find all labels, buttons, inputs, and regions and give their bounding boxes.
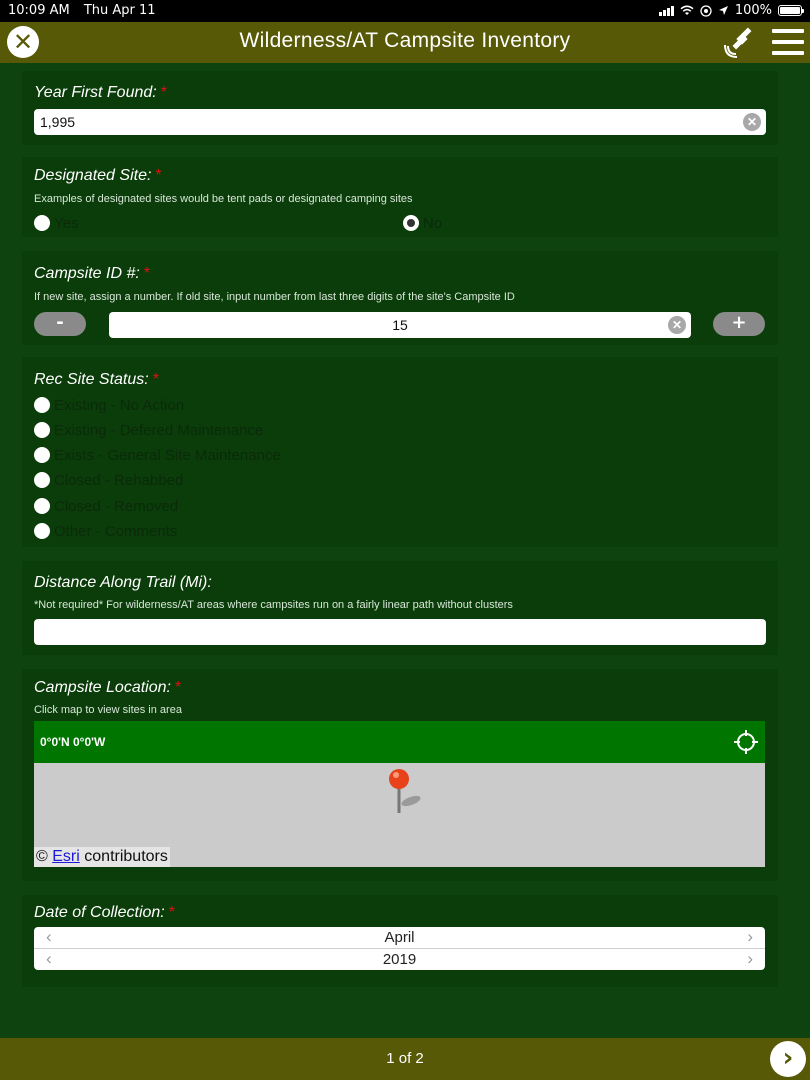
radio-option-existing-defered-maintenance[interactable]: [34, 421, 263, 439]
radio-label: Closed - Removed: [54, 497, 179, 515]
chevron-left-icon[interactable]: ‹: [46, 927, 52, 946]
esri-link[interactable]: Esri: [52, 848, 80, 865]
question-label: Distance Along Trail (Mi):: [34, 574, 212, 591]
question-label: [34, 265, 150, 283]
required-marker: *: [143, 265, 151, 282]
chevron-right-icon[interactable]: ›: [747, 927, 753, 946]
cellular-signal-icon: [659, 6, 674, 16]
map-pin-icon[interactable]: [387, 767, 423, 817]
month-value: April: [384, 929, 415, 946]
radio-label: No: [423, 214, 443, 232]
radio-button-selected-icon: [403, 215, 419, 231]
question-hint: Click map to view sites in area: [34, 704, 182, 716]
question-label-text: Date of Collection:: [34, 904, 165, 921]
battery-icon: [778, 5, 802, 16]
satellite-icon[interactable]: [724, 26, 758, 58]
required-marker: *: [168, 904, 175, 921]
radio-option-closed-rehabbed[interactable]: [34, 471, 183, 489]
radio-label: Existing - No Action: [54, 396, 185, 414]
radio-label: Other - Comments: [54, 522, 178, 540]
chevron-left-icon[interactable]: ‹: [46, 949, 52, 968]
coordinates-readout: 0°0'N 0°0'W: [40, 735, 106, 749]
required-marker: *: [155, 167, 162, 184]
question-label-text: Campsite Location:: [34, 679, 171, 696]
radio-button-icon: [34, 422, 50, 438]
question-hint: *Not required* For wilderness/AT areas where campsites run on a fairly linear path without clusters: [34, 599, 513, 611]
clear-icon[interactable]: ✕: [668, 316, 686, 334]
month-picker-row[interactable]: [34, 927, 765, 948]
app-header: [0, 22, 810, 63]
radio-button-icon: [34, 498, 50, 514]
radio-option-existing-no-action[interactable]: [34, 396, 184, 414]
radio-label: Closed - Rehabbed: [54, 471, 184, 489]
question-campsite-location: [22, 669, 778, 881]
campsite-id-input[interactable]: [109, 312, 691, 338]
page-indicator: 1 of 2: [386, 1050, 424, 1067]
question-designated-site: [22, 157, 778, 237]
form-footer: [0, 1038, 810, 1080]
survey-form: [0, 63, 810, 1038]
close-x-icon: ✕: [12, 28, 34, 56]
map-attribution: [34, 847, 170, 867]
question-hint: Examples of designated sites would be tent pads or designated camping sites: [34, 193, 413, 205]
question-label: [34, 167, 162, 185]
question-label-text: Designated Site:: [34, 167, 152, 184]
wifi-icon: [680, 5, 694, 16]
radio-option-yes[interactable]: [34, 214, 78, 232]
radio-label: Yes: [54, 214, 79, 232]
question-label: [34, 84, 167, 102]
radio-button-icon: [34, 215, 50, 231]
chevron-right-icon: ›: [782, 1043, 794, 1073]
attribution-prefix: ©: [36, 848, 48, 865]
map-canvas[interactable]: [34, 763, 765, 867]
question-campsite-id: [22, 251, 778, 345]
required-marker: *: [152, 371, 159, 388]
radio-option-exists-general-site-maintenance[interactable]: [34, 446, 281, 464]
clear-icon[interactable]: ✕: [743, 113, 761, 131]
radio-option-closed-removed[interactable]: [34, 497, 178, 515]
question-hint: If new site, assign a number. If old site, input number from last three digits of the site's Campsite ID: [34, 291, 515, 303]
radio-button-icon: [34, 447, 50, 463]
status-date: Thu Apr 11: [83, 3, 156, 18]
hamburger-menu-icon[interactable]: [772, 29, 804, 55]
question-label-text: Year First Found:: [34, 84, 157, 101]
radio-button-icon: [34, 523, 50, 539]
input-value: 1,995: [40, 114, 76, 130]
question-label: [34, 371, 159, 389]
status-bar: [0, 0, 810, 22]
locate-crosshair-icon[interactable]: [733, 729, 759, 755]
location-map[interactable]: [34, 721, 765, 867]
question-year-first-found: [22, 71, 778, 145]
date-picker[interactable]: [34, 927, 765, 970]
radio-option-no[interactable]: [403, 214, 442, 232]
radio-button-icon: [34, 397, 50, 413]
year-value: 2019: [382, 951, 417, 968]
radio-button-icon: [34, 472, 50, 488]
next-page-button[interactable]: [770, 1041, 806, 1077]
year-first-found-input[interactable]: [34, 109, 766, 135]
question-distance-along-trail: [22, 561, 778, 655]
required-marker: *: [160, 84, 167, 101]
radio-label: Existing - Defered Maintenance: [54, 421, 264, 439]
radio-label: Exists - General Site Maintenance: [54, 446, 281, 464]
location-lock-icon: [700, 5, 712, 17]
chevron-right-icon[interactable]: ›: [747, 949, 753, 968]
question-date-of-collection: [22, 895, 778, 987]
question-label: [34, 904, 175, 922]
question-label: [34, 679, 181, 697]
attribution-suffix: contributors: [84, 848, 168, 865]
battery-percent: 100%: [734, 3, 772, 18]
year-picker-row[interactable]: [34, 949, 765, 970]
question-rec-site-status: [22, 357, 778, 547]
decrement-button[interactable]: -: [34, 312, 86, 336]
input-value: 15: [392, 317, 408, 333]
question-label-text: Campsite ID #:: [34, 265, 140, 282]
increment-button[interactable]: +: [713, 312, 765, 336]
page-title: Wilderness/AT Campsite Inventory: [239, 29, 571, 52]
status-time: 10:09 AM: [8, 3, 70, 18]
question-label-text: Rec Site Status:: [34, 371, 149, 388]
location-arrow-icon: [718, 5, 729, 16]
required-marker: *: [174, 679, 182, 696]
radio-option-other-comments[interactable]: [34, 522, 177, 540]
map-coordinate-bar: [34, 721, 765, 763]
distance-along-trail-input[interactable]: [34, 619, 766, 645]
